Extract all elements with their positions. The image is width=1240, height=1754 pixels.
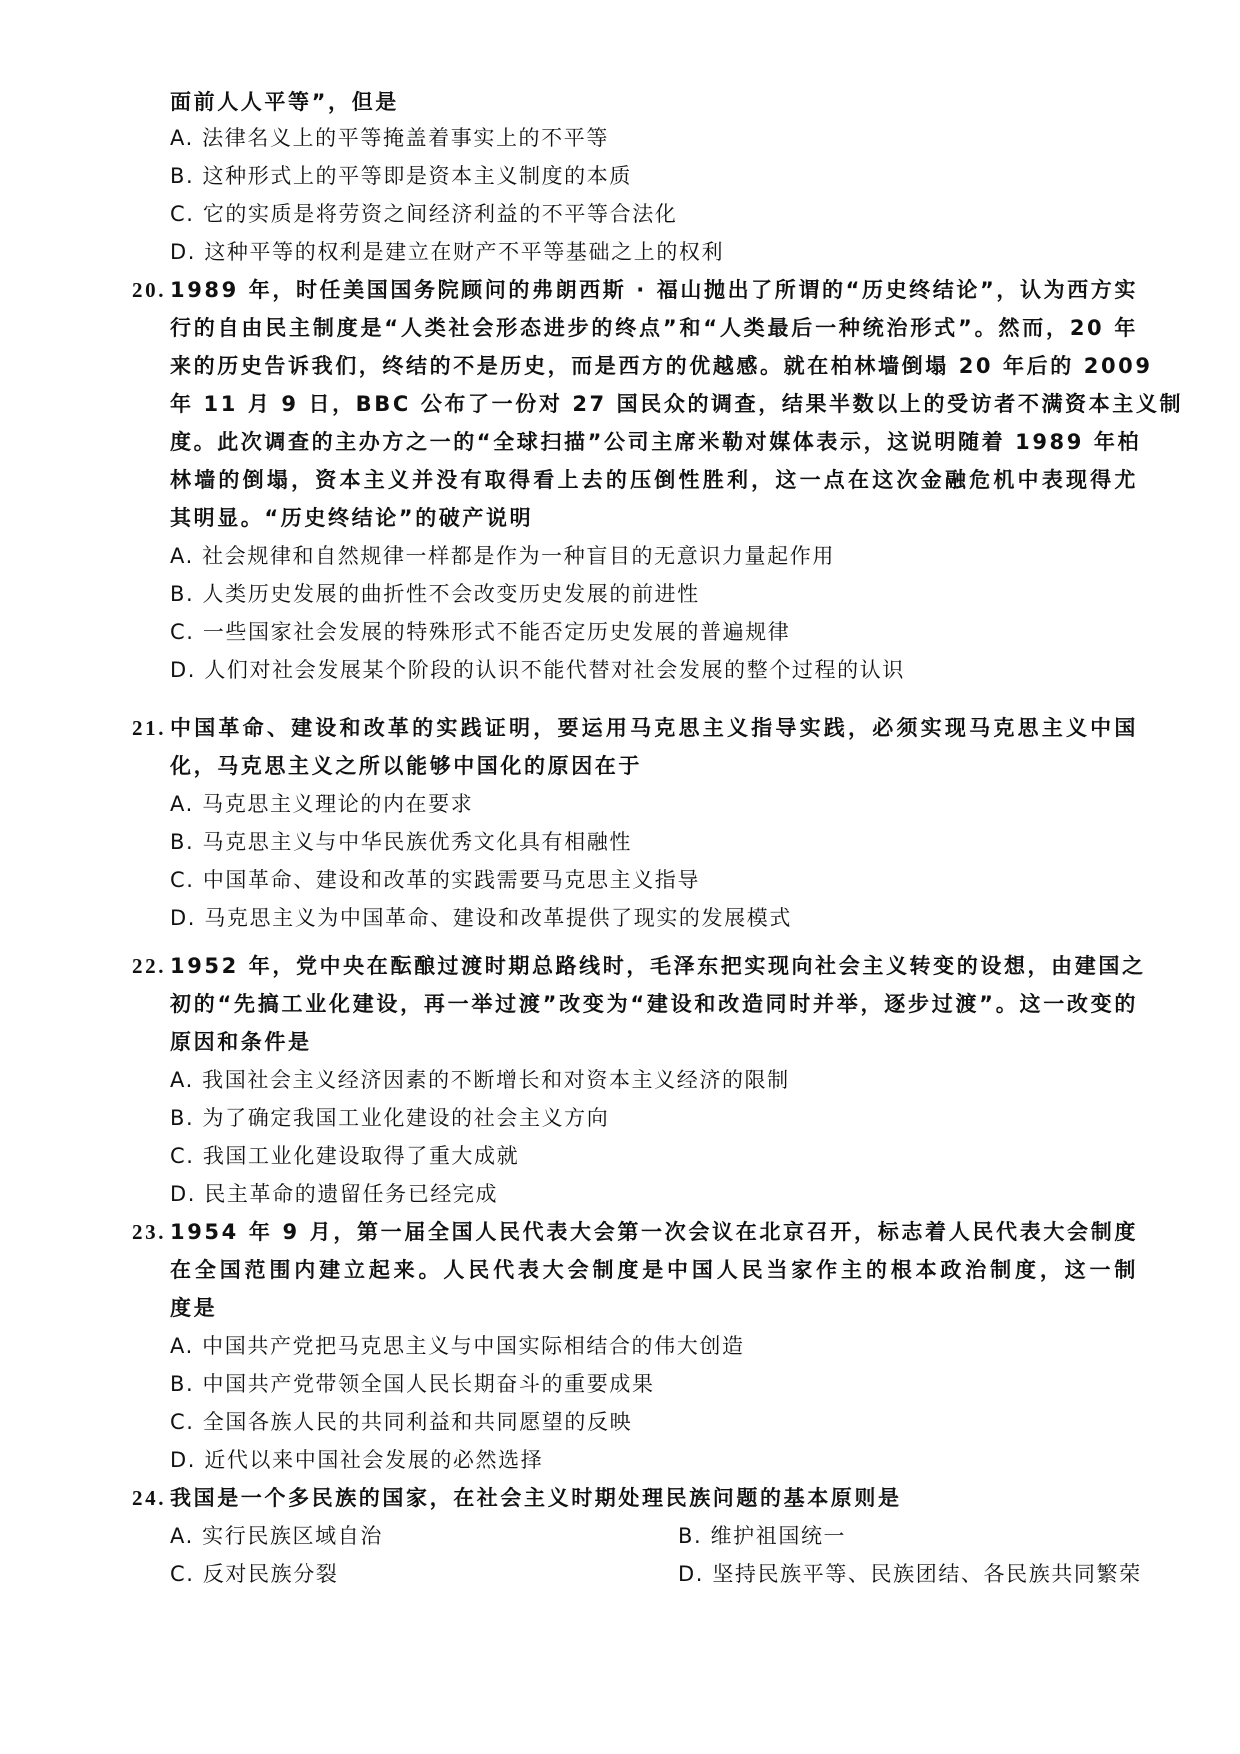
q24-option-b: B. 维护祖国统一 xyxy=(678,1524,847,1548)
q20-option-a: A. 社会规律和自然规律一样都是作为一种盲目的无意识力量起作用 xyxy=(170,544,835,568)
q21-stem-line-1: 中国革命、建设和改革的实践证明，要运用马克思主义指导实践，必须实现马克思主义中国 xyxy=(170,716,1138,740)
q23-option-a: A. 中国共产党把马克思主义与中国实际相结合的伟大创造 xyxy=(170,1334,745,1358)
q24-option-a: A. 实行民族区域自治 xyxy=(170,1524,383,1548)
q22-stem-line-3: 原因和条件是 xyxy=(170,1030,312,1054)
q20-stem-line-4: 年 11 月 9 日，BBC 公布了一份对 27 国民众的调查，结果半数以上的受访者不满资本主义制 xyxy=(170,392,1184,416)
q20-stem-line-3: 来的历史告诉我们，终结的不是历史，而是西方的优越感。就在柏林墙倒塌 20 年后的 2009 xyxy=(170,354,1153,378)
q21-option-d: D. 马克思主义为中国革命、建设和改革提供了现实的发展模式 xyxy=(170,906,792,930)
q22-number: 22. xyxy=(132,954,167,978)
q19-option-a: A. 法律名义上的平等掩盖着事实上的不平等 xyxy=(170,126,609,150)
q21-option-b: B. 马克思主义与中华民族优秀文化具有相融性 xyxy=(170,830,632,854)
q19-option-c: C. 它的实质是将劳资之间经济利益的不平等合法化 xyxy=(170,202,678,226)
q23-stem-line-1: 1954 年 9 月，第一届全国人民代表大会第一次会议在北京召开，标志着人民代表大会制度 xyxy=(170,1220,1138,1244)
q20-option-d: D. 人们对社会发展某个阶段的认识不能代替对社会发展的整个过程的认识 xyxy=(170,658,905,682)
q20-number: 20. xyxy=(132,278,167,302)
q20-stem-line-1: 1989 年，时任美国国务院顾问的弗朗西斯 · 福山抛出了所谓的“历史终结论”，认为西方实 xyxy=(170,278,1138,302)
q20-stem-line-5: 度。此次调查的主办方之一的“全球扫描”公司主席米勒对媒体表示，这说明随着 1989 年柏 xyxy=(170,430,1142,454)
q21-number: 21. xyxy=(132,716,167,740)
q22-option-a: A. 我国社会主义经济因素的不断增长和对资本主义经济的限制 xyxy=(170,1068,790,1092)
q24-stem: 我国是一个多民族的国家，在社会主义时期处理民族问题的基本原则是 xyxy=(170,1486,902,1510)
q22-option-d: D. 民主革命的遗留任务已经完成 xyxy=(170,1182,499,1206)
q22-option-c: C. 我国工业化建设取得了重大成就 xyxy=(170,1144,520,1168)
q23-option-b: B. 中国共产党带领全国人民长期奋斗的重要成果 xyxy=(170,1372,655,1396)
q20-option-c: C. 一些国家社会发展的特殊形式不能否定历史发展的普遍规律 xyxy=(170,620,791,644)
q20-stem-line-6: 林墙的倒塌，资本主义并没有取得看上去的压倒性胜利，这一点在这次金融危机中表现得尤 xyxy=(170,468,1138,492)
q21-stem-line-2: 化，马克思主义之所以能够中国化的原因在于 xyxy=(170,754,642,778)
q24-option-c: C. 反对民族分裂 xyxy=(170,1562,339,1586)
q20-stem-line-2: 行的自由民主制度是“人类社会形态进步的终点”和“人类最后一种统治形式”。然而，20 年 xyxy=(170,316,1138,340)
q22-stem-line-2: 初的“先搞工业化建设，再一举过渡”改变为“建设和改造同时并举，逐步过渡”。这一改变的 xyxy=(170,992,1138,1016)
q24-number: 24. xyxy=(132,1486,167,1510)
q21-option-a: A. 马克思主义理论的内在要求 xyxy=(170,792,474,816)
q22-option-b: B. 为了确定我国工业化建设的社会主义方向 xyxy=(170,1106,610,1130)
q23-number: 23. xyxy=(132,1220,167,1244)
q19-option-d: D. 这种平等的权利是建立在财产不平等基础之上的权利 xyxy=(170,240,725,264)
q22-stem-line-1: 1952 年，党中央在酝酿过渡时期总路线时，毛泽东把实现向社会主义转变的设想，由建国之 xyxy=(170,954,1146,978)
q20-stem-line-7: 其明显。“历史终结论”的破产说明 xyxy=(170,506,534,530)
q24-option-d: D. 坚持民族平等、民族团结、各民族共同繁荣 xyxy=(678,1562,1142,1586)
q23-option-d: D. 近代以来中国社会发展的必然选择 xyxy=(170,1448,544,1472)
q19-stem-tail: 面前人人平等”，但是 xyxy=(170,90,399,114)
q23-option-c: C. 全国各族人民的共同利益和共同愿望的反映 xyxy=(170,1410,633,1434)
q20-option-b: B. 人类历史发展的曲折性不会改变历史发展的前进性 xyxy=(170,582,700,606)
q21-option-c: C. 中国革命、建设和改革的实践需要马克思主义指导 xyxy=(170,868,701,892)
q23-stem-line-3: 度是 xyxy=(170,1296,218,1320)
q23-stem-line-2: 在全国范围内建立起来。人民代表大会制度是中国人民当家作主的根本政治制度，这一制 xyxy=(170,1258,1138,1282)
q19-option-b: B. 这种形式上的平等即是资本主义制度的本质 xyxy=(170,164,632,188)
